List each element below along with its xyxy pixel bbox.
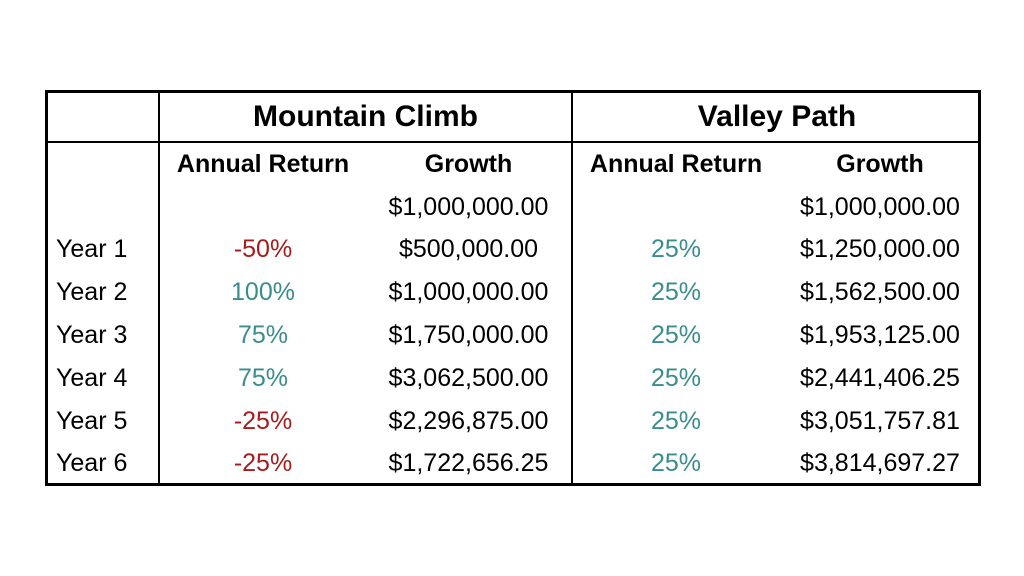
row-label: Year 2 — [56, 277, 128, 306]
mountain-growth: $1,000,000.00 — [388, 277, 549, 306]
mountain-growth: $1,750,000.00 — [388, 320, 549, 349]
col-header-mountain-growth: Growth — [424, 149, 513, 178]
mountain-annual-return: -50% — [233, 234, 293, 263]
valley-annual-return: 25% — [650, 363, 702, 392]
col-header-valley-growth: Growth — [836, 149, 924, 178]
valley-growth: $3,051,757.81 — [800, 406, 960, 435]
initial-valley-growth: $1,000,000.00 — [800, 192, 960, 221]
initial-mountain-growth: $1,000,000.00 — [388, 192, 549, 221]
returns-comparison-table — [45, 90, 981, 486]
valley-growth: $1,953,125.00 — [800, 320, 960, 349]
col-header-mountain-annual-return: Annual Return — [176, 149, 350, 178]
mountain-growth: $500,000.00 — [398, 234, 539, 263]
group-title-mountain-climb: Mountain Climb — [253, 100, 478, 133]
valley-growth: $2,441,406.25 — [800, 363, 960, 392]
row-label: Year 5 — [56, 406, 128, 435]
valley-annual-return: 25% — [650, 448, 702, 477]
mountain-annual-return: 100% — [231, 277, 295, 306]
row-label: Year 4 — [56, 363, 128, 392]
mountain-growth: $3,062,500.00 — [388, 363, 549, 392]
divider-group-header — [48, 141, 978, 143]
valley-annual-return: 25% — [650, 406, 702, 435]
valley-growth: $1,250,000.00 — [800, 234, 960, 263]
valley-growth: $3,814,697.27 — [800, 448, 960, 477]
row-label: Year 1 — [56, 234, 128, 263]
mountain-annual-return: -25% — [233, 448, 293, 477]
group-title-valley-path: Valley Path — [697, 100, 857, 133]
row-label: Year 6 — [56, 448, 128, 477]
col-header-valley-annual-return: Annual Return — [589, 149, 763, 178]
row-label: Year 3 — [56, 320, 128, 349]
mountain-annual-return: 75% — [237, 320, 289, 349]
mountain-annual-return: 75% — [237, 363, 289, 392]
mountain-growth: $2,296,875.00 — [388, 406, 549, 435]
valley-annual-return: 25% — [650, 277, 702, 306]
valley-annual-return: 25% — [650, 234, 702, 263]
valley-growth: $1,562,500.00 — [800, 277, 960, 306]
valley-annual-return: 25% — [650, 320, 702, 349]
mountain-growth: $1,722,656.25 — [388, 448, 549, 477]
mountain-annual-return: -25% — [233, 406, 293, 435]
